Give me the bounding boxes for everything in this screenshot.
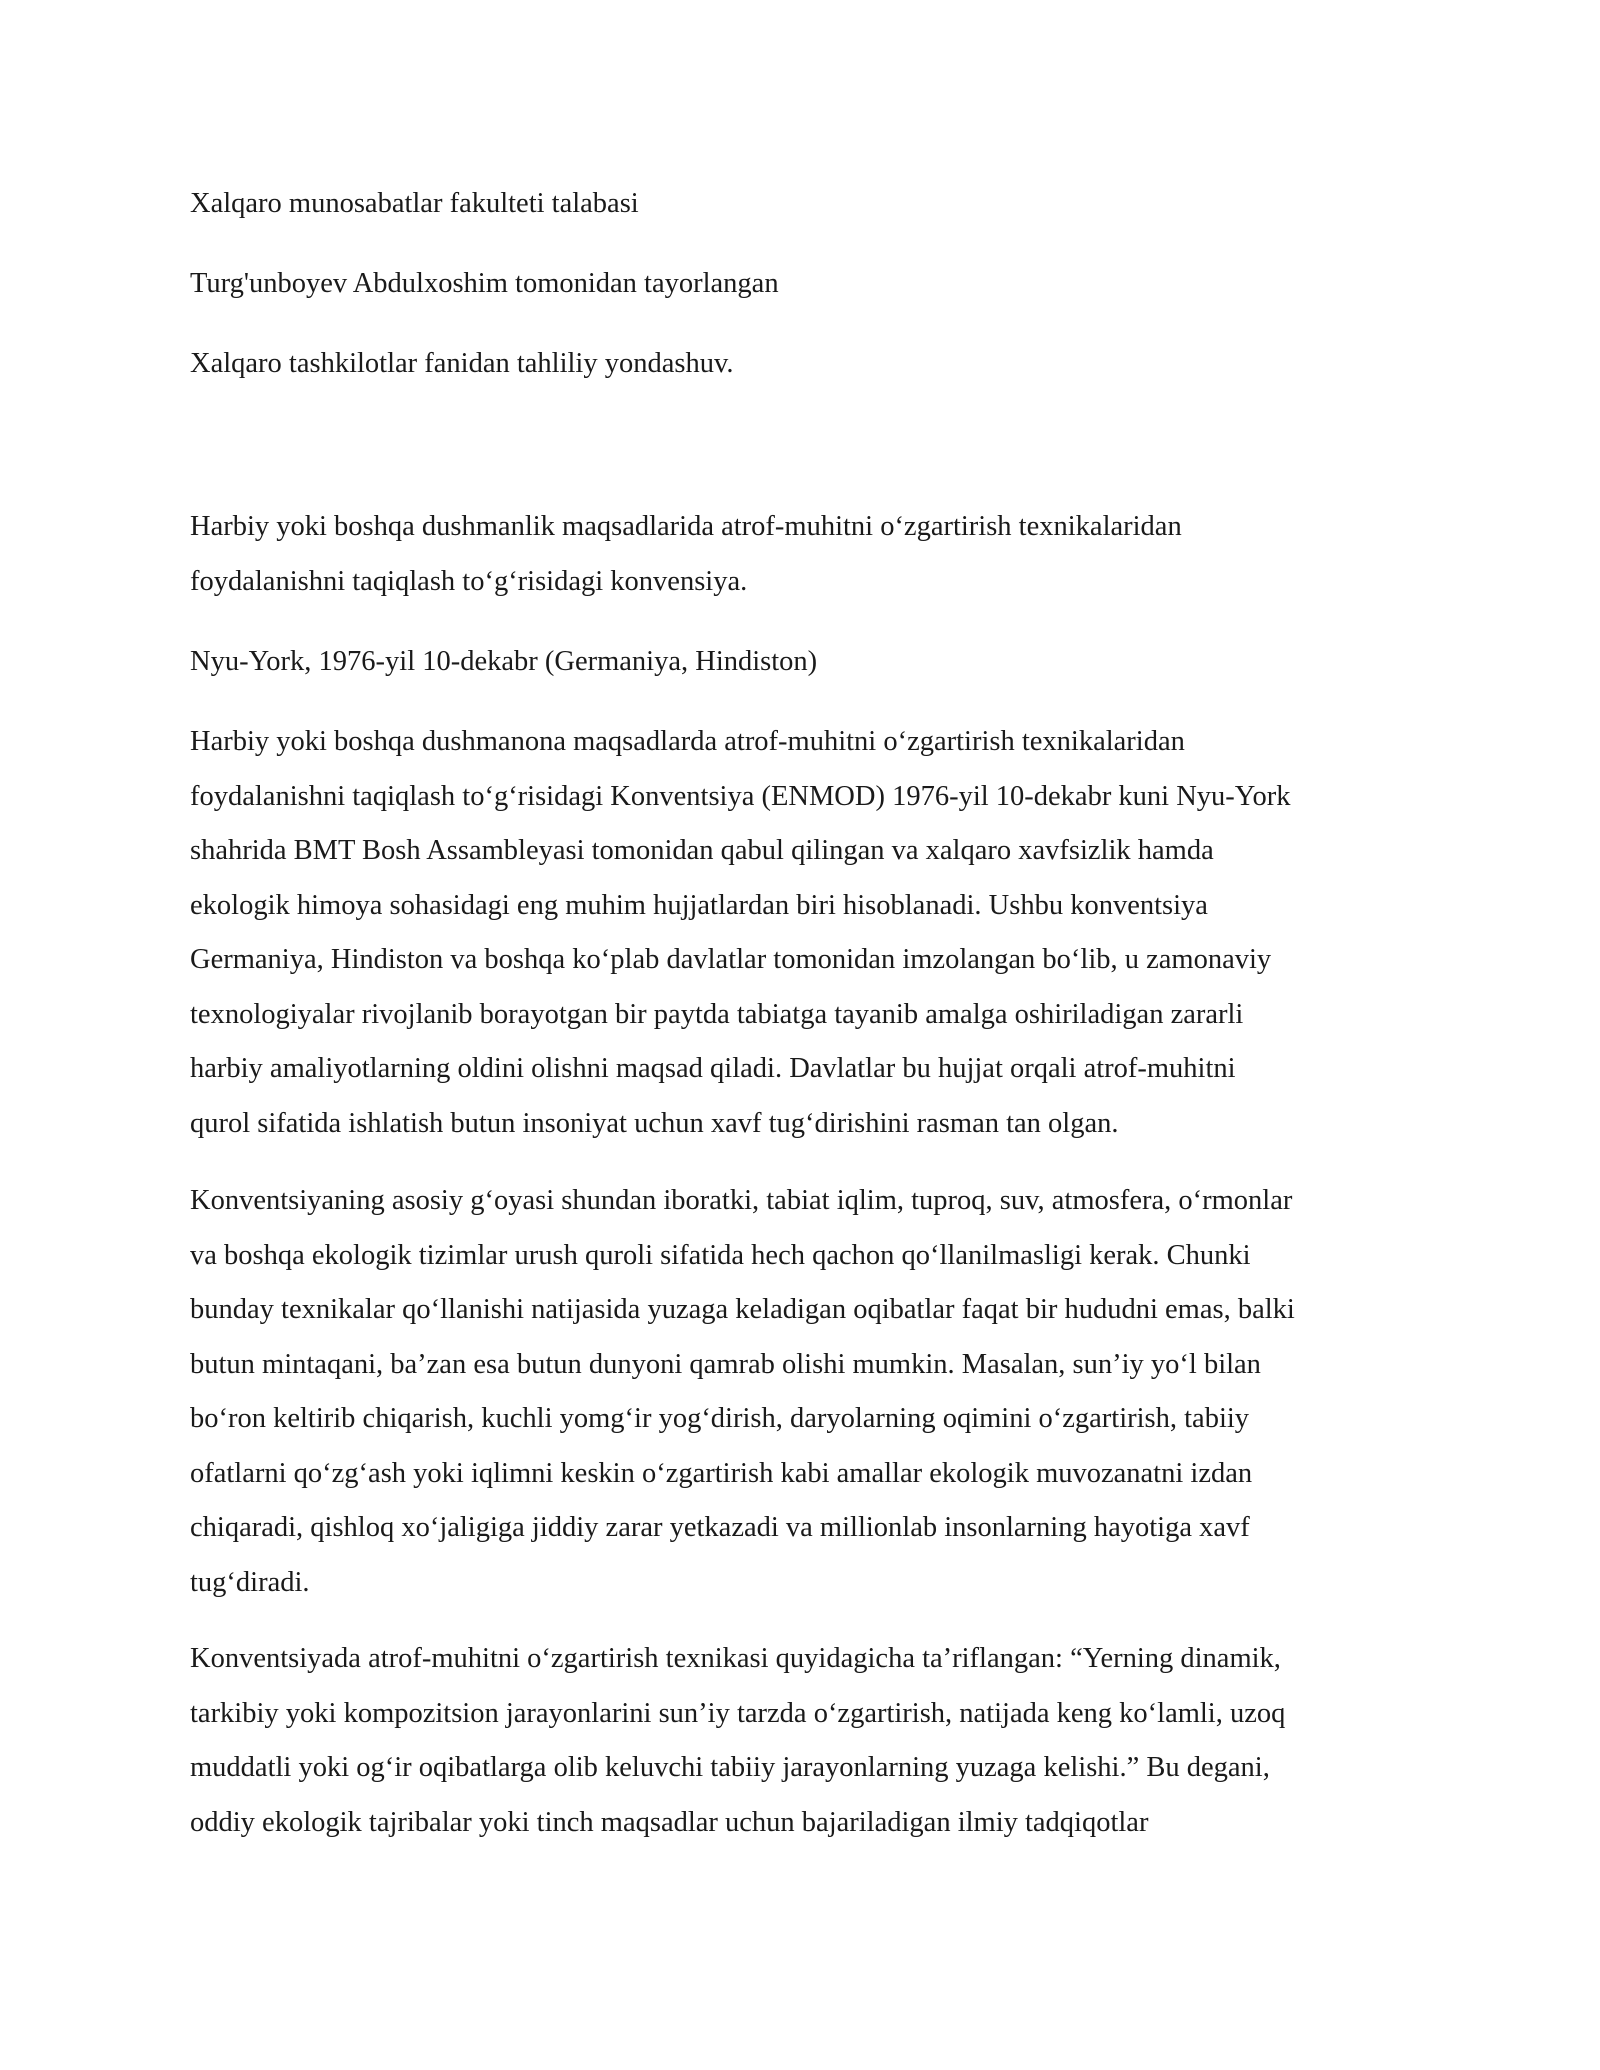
faculty-line: Xalqaro munosabatlar fakulteti talabasi: [190, 188, 639, 219]
paragraph-line: tarkibiy yoki kompozitsion jarayonlarini sun’iy tarzda o‘zgartirish, natijada keng ko‘lamli, uzoq: [190, 1697, 1286, 1729]
paragraph-line: Harbiy yoki boshqa dushmanona maqsadlarda atrof-muhitni o‘zgartirish texnikalaridan: [190, 726, 1185, 757]
paragraph-line: Konventsiyada atrof-muhitni o‘zgartirish texnikasi quyidagicha ta’riflangan: “Yerning dinamik,: [190, 1643, 1281, 1674]
paragraph-line: bunday texnikalar qo‘llanishi natijasida yuzaga keladigan oqibatlar faqat bir hududni emas, balki: [190, 1294, 1295, 1325]
body-paragraph-3: [190, 1632, 1435, 1850]
paragraph-line: Konventsiyaning asosiy g‘oyasi shundan iboratki, tabiat iqlim, tuproq, suv, atmosfera, o‘rmonlar: [190, 1185, 1293, 1216]
title-line: Harbiy yoki boshqa dushmanlik maqsadlarida atrof-muhitni o‘zgartirish texnikalaridan: [190, 511, 1182, 542]
paragraph-line: Germaniya, Hindiston va boshqa ko‘plab davlatlar tomonidan imzolangan bo‘lib, u zamonaviy: [190, 944, 1272, 975]
paragraph-line: butun mintaqani, ba’zan esa butun dunyoni qamrab olishi mumkin. Masalan, sun’iy yo‘l bilan: [190, 1348, 1261, 1380]
place-date-line: Nyu-York, 1976-yil 10-dekabr (Germaniya, Hindiston): [190, 646, 818, 677]
paragraph-line: ekologik himoya sohasidagi eng muhim hujjatlardan biri hisoblanadi. Ushbu konventsiya: [190, 889, 1208, 921]
subject-line: Xalqaro tashkilotlar fanidan tahliliy yondashuv.: [190, 348, 734, 379]
document-title: [190, 500, 1435, 609]
paragraph-line: chiqaradi, qishloq xo‘jaligiga jiddiy zarar yetkazadi va millionlab insonlarning hayotiga xavf: [190, 1512, 1250, 1543]
author-line: Turg'unboyev Abdulxoshim tomonidan tayorlangan: [190, 268, 779, 299]
paragraph-line: va boshqa ekologik tizimlar urush quroli sifatida hech qachon qo‘llanilmasligi kerak. Chunki: [190, 1239, 1251, 1271]
paragraph-line: oddiy ekologik tajribalar yoki tinch maqsadlar uchun bajariladigan ilmiy tadqiqotlar: [190, 1806, 1149, 1838]
paragraph-line: qurol sifatida ishlatish butun insoniyat uchun xavf tug‘dirishini rasman tan olgan.: [190, 1107, 1119, 1139]
body-paragraph-1: [190, 715, 1435, 1151]
paragraph-line: texnologiyalar rivojlanib borayotgan bir paytda tabiatga tayanib amalga oshiriladigan zararli: [190, 998, 1244, 1030]
title-line: foydalanishni taqiqlash to‘g‘risidagi konvensiya.: [190, 565, 748, 597]
paragraph-line: muddatli yoki og‘ir oqibatlarga olib keluvchi tabiiy jarayonlarning yuzaga kelishi.” Bu degani,: [190, 1752, 1270, 1783]
body-paragraph-2: [190, 1174, 1435, 1610]
paragraph-line: shahrida BMT Bosh Assambleyasi tomonidan qabul qilingan va xalqaro xavfsizlik hamda: [190, 835, 1214, 866]
paragraph-line: ofatlarni qo‘zg‘ash yoki iqlimni keskin o‘zgartirish kabi amallar ekologik muvozanatni izdan: [190, 1457, 1253, 1489]
paragraph-line: bo‘ron keltirib chiqarish, kuchli yomg‘ir yog‘dirish, daryolarning oqimini o‘zgartirish, tabiiy: [190, 1403, 1250, 1434]
paragraph-line: foydalanishni taqiqlash to‘g‘risidagi Konventsiya (ENMOD) 1976-yil 10-dekabr kuni Nyu-York: [190, 780, 1291, 812]
paragraph-line: tug‘diradi.: [190, 1566, 310, 1598]
paragraph-line: harbiy amaliyotlarning oldini olishni maqsad qiladi. Davlatlar bu hujjat orqali atrof-muhitni: [190, 1053, 1236, 1084]
